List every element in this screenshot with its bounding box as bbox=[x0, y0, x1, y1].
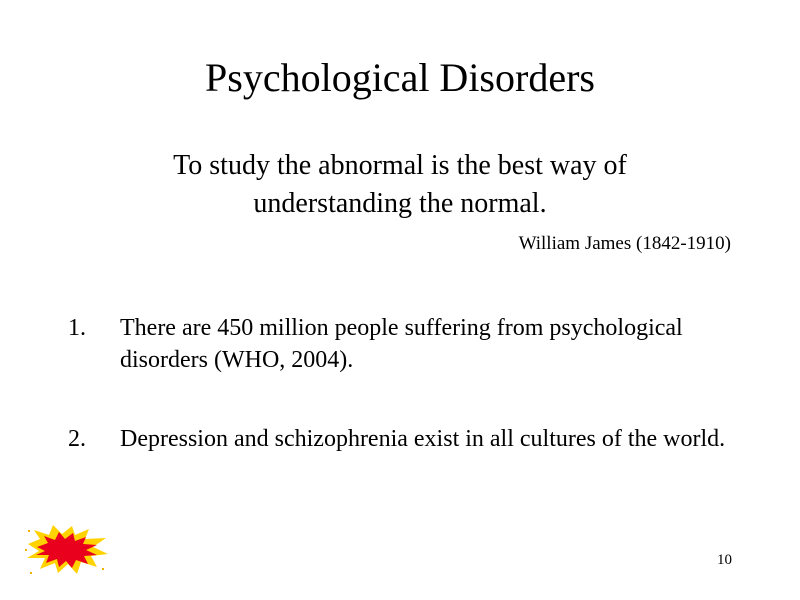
slide-title: Psychological Disorders bbox=[205, 55, 595, 100]
spark-dot bbox=[30, 572, 32, 574]
spark-dot bbox=[25, 549, 27, 551]
list-item-text: There are 450 million people suffering from psychological disorders (WHO, 2004). bbox=[120, 315, 683, 373]
quote-attribution: William James (1842-1910) bbox=[518, 233, 731, 254]
page-number: 10 bbox=[717, 552, 732, 568]
list-item-number: 1. bbox=[68, 315, 86, 341]
explosion-burst-icon bbox=[22, 522, 112, 576]
spark-dot bbox=[28, 530, 30, 532]
list-item-text: Depression and schizophrenia exist in all cultures of the world. bbox=[120, 426, 726, 452]
spark-dot bbox=[102, 568, 104, 570]
list-item-number: 2. bbox=[68, 426, 86, 452]
quote-text: To study the abnormal is the best way of understanding the normal. bbox=[173, 150, 627, 219]
